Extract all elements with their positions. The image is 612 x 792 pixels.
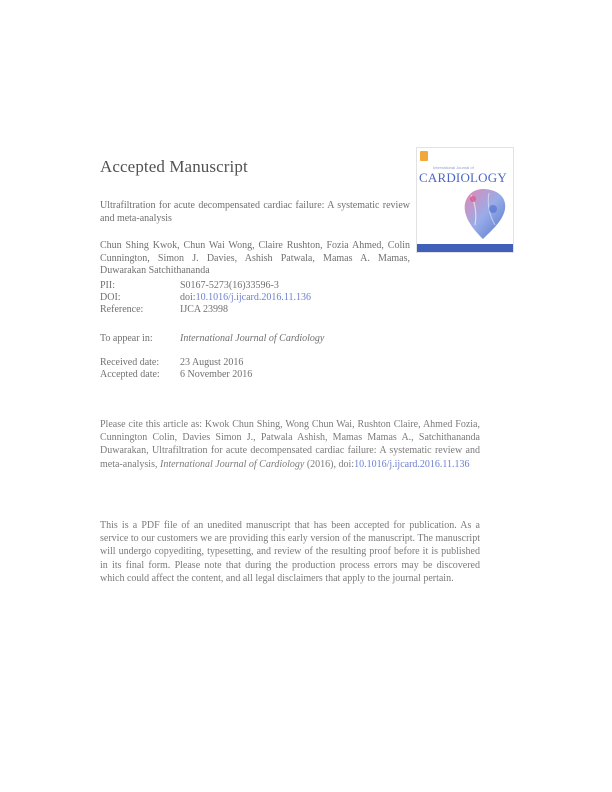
manuscript-notice-paragraph: This is a PDF file of an unedited manuscript that has been accepted for publication. As a service to our customers we are providing this early version of the manuscript. The manuscript will undergo copyediting, typesetting, and review of the resulting proof before it is published in its final form. Please note that during the production process errors may be discovered which could affect the content, and all legal disclaimers that apply to the journal pertain. [100,520,480,584]
page-title: Accepted Manuscript [100,157,248,176]
meta-row-accepted [100,369,252,381]
cover-footer-bar [417,244,513,252]
pii-value: S0167-5273(16)33596-3 [180,280,279,291]
received-value: 23 August 2016 [180,357,244,368]
doi-prefix: doi: [180,292,196,303]
cover-journal-name: CARDIOLOGY [419,170,507,185]
doi-label: DOI: [100,292,121,303]
appear-value: International Journal of Cardiology [180,333,325,344]
doi-value [180,292,311,304]
accepted-value: 6 November 2016 [180,369,253,380]
accepted-label: Accepted date: [100,369,160,380]
elsevier-tree-icon [420,151,428,161]
meta-row-reference [100,304,228,316]
meta-row-appear [100,333,324,345]
meta-row-received [100,357,243,369]
reference-value: IJCA 23998 [180,304,229,315]
meta-row-pii [100,280,279,292]
author-list: Chun Shing Kwok, Chun Wai Wong, Claire Rushton, Fozia Ahmed, Colin Cunnington, Simon J. Davies, Ashish Patwala, Mamas A. Mamas, Duwarakan Satchithananda [100,240,410,276]
citation-doi-prefix: doi: [338,458,355,470]
appear-label: To appear in: [100,333,153,344]
article-title: Ultrafiltration for acute decompensated cardiac failure: A systematic review and meta-analysis [100,200,410,224]
doi-link[interactable]: 10.1016/j.ijcard.2016.11.136 [195,292,312,303]
citation-text: Please cite this article as: Kwok Chun Shing, Wong Chun Wai, Rushton Claire, Ahmed Fozia, Cunnington Colin, Davies Simon J., Patwala Ashish, Mamas Mamas A., Satchithananda Duwarakan, Ultrafiltration for acute decompensated cardiac failure: A systematic review and meta-analysis, [100,419,480,470]
citation-journal: International Journal of Cardiology [159,458,305,470]
received-label: Received date: [100,357,160,368]
heart-illustration-icon [453,185,513,241]
citation-year: (2016), [304,458,339,470]
meta-row-doi [100,292,311,304]
citation-paragraph [100,418,480,471]
pii-label: PII: [100,280,115,291]
journal-cover-image [416,147,514,253]
reference-label: Reference: [100,304,144,315]
cover-journal-subtitle: International Journal of [433,165,474,170]
citation-doi-link[interactable]: 10.1016/j.ijcard.2016.11.136 [354,458,470,470]
